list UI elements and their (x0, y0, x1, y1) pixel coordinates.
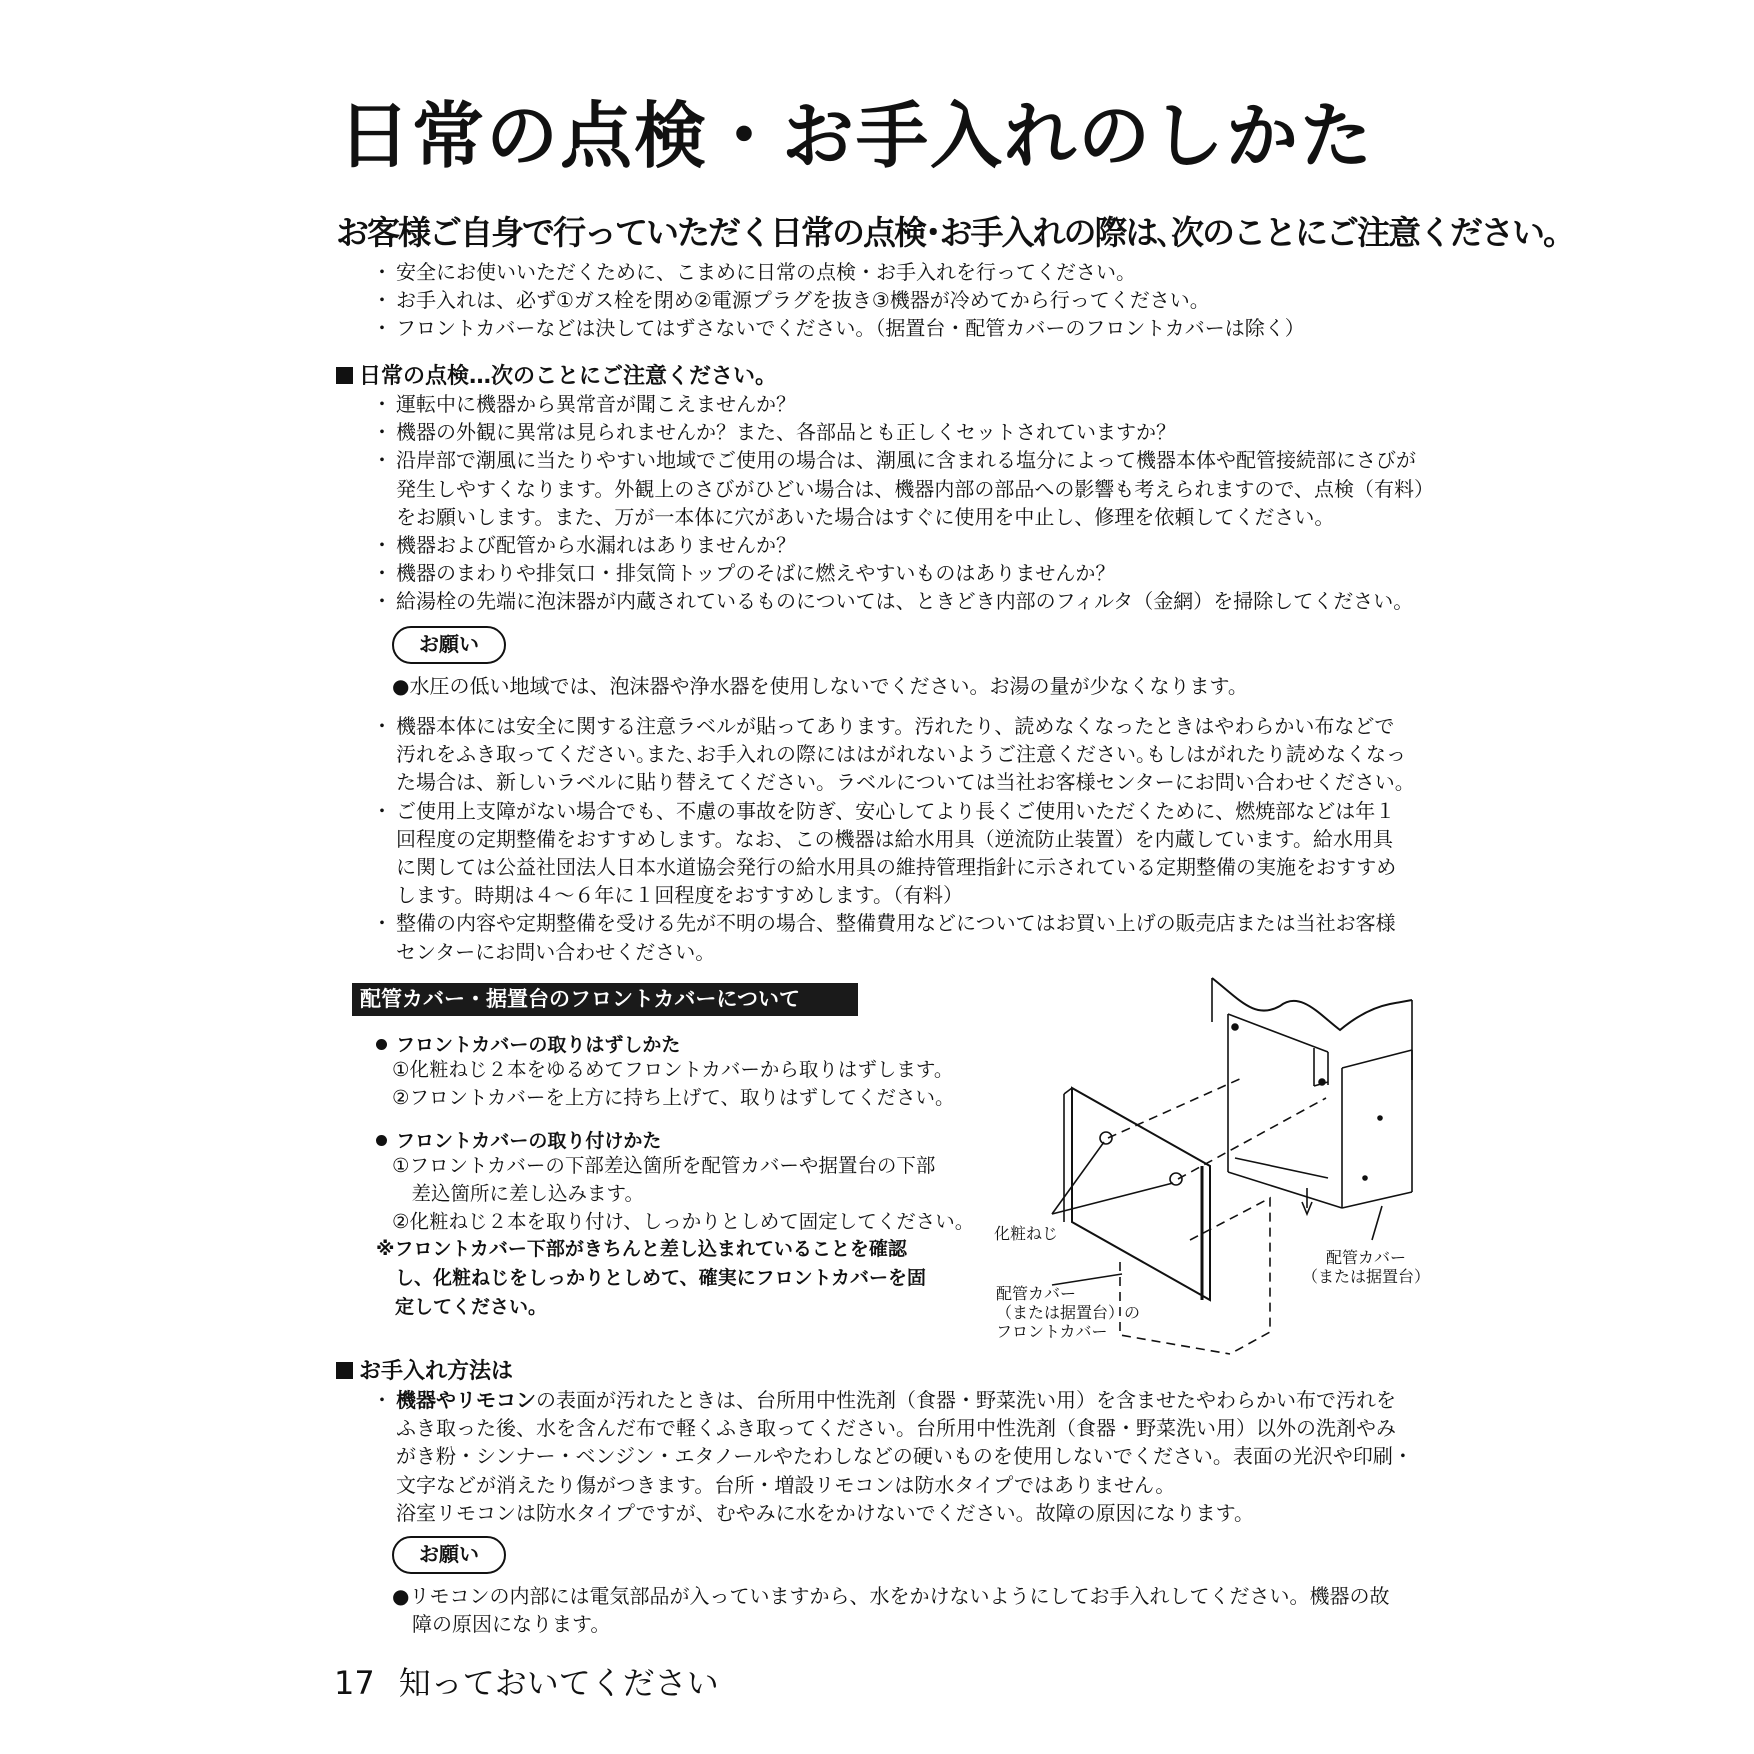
list-item-cont: 浴室リモコンは防水タイプですが、むやみに水をかけないでください。故障の原因になります。 (396, 1500, 1254, 1525)
list-item: ・ フロントカバーなどは決してはずさないでください。（据置台・配管カバーのフロントカバーは除く） (378, 314, 1305, 342)
list-item: ・ 機器本体には安全に関する注意ラベルが貼ってあります。汚れたり、読めなくなったときはやわらかい布などで (378, 712, 1415, 740)
care-heading: お手入れ方法は (336, 1354, 513, 1385)
list-item-cont: します。時期は４～６年に１回程度をおすすめします。（有料） (396, 883, 963, 908)
step: ②化粧ねじ２本を取り付け、しっかりとしめて固定してください。 (392, 1210, 975, 1233)
list-item: ・ ご使用上支障がない場合でも、不慮の事故を防ぎ、安心してより長くご使用いただくために、燃焼部などは年１ (378, 797, 1415, 825)
care-list (378, 1386, 1413, 1527)
list-item: ・ 安全にお使いいただくために、こまめに日常の点検・お手入れを行ってください。 (378, 258, 1305, 286)
inspection-list-2 (378, 712, 1415, 966)
list-item-cont: ふき取った後、水を含んだ布で軽くふき取ってください。台所用中性洗剤（食器・野菜洗い用）以外の洗剤やみ (396, 1416, 1396, 1441)
dot-bullet-icon (376, 1039, 387, 1050)
page-footer (334, 1658, 719, 1704)
front-cover-header: 配管カバー・据置台のフロントカバーについて (352, 983, 858, 1016)
list-item: ・ 運転中に機器から異常音が聞こえませんか？ (378, 390, 1434, 418)
attach-steps (392, 1152, 974, 1236)
list-item-cont: 汚れをふき取ってください｡また､お手入れの際にははがれないようご注意ください｡もしはがれたり読めなくなっ (396, 742, 1406, 767)
list-item-cont: た場合は、新しいラベルに貼り替えてください。ラベルについては当社お客様センターにお問い合わせください。 (396, 770, 1415, 795)
list-item-cont: をお願いします。また、万が一本体に穴があいた場合はすぐに使用を中止し、修理を依頼してください。 (396, 504, 1335, 529)
remove-steps (392, 1056, 955, 1112)
inspection-heading: 日常の点検…次のことにご注意ください。 (336, 359, 777, 390)
dot-bullet-icon (376, 1135, 387, 1146)
warning-note: ※フロントカバー下部がきちんと差し込まれていることを確認 し、化粧ねじをしっかりとしめて、確実にフロントカバーを固 定してください。 (376, 1238, 927, 1318)
list-item-cont: 回程度の定期整備をおすすめします。なお、この機器は給水用具（逆流防止装置）を内蔵しています。給水用具 (396, 826, 1393, 851)
pipe-cover-label: 配管カバー （または据置台） (1302, 1248, 1431, 1286)
lead-heading: お客様ご自身で行っていただく日常の点検･お手入れの際は､次のことにご注意ください｡ (336, 213, 1558, 252)
list-item: ・ 整備の内容や定期整備を受ける先が不明の場合、整備費用などについてはお買い上げの販売店または当社お客様 (378, 909, 1415, 937)
list-item-cont: がき粉・シンナー・ベンジン・エタノールやたわしなどの硬いものを使用しないでください。表面の光沢や印刷・ (396, 1444, 1413, 1469)
request-note: ●水圧の低い地域では、泡沫器や浄水器を使用しないでください。お湯の量が少なくなります。 (392, 674, 1248, 698)
remove-title: フロントカバーの取りはずしかた (376, 1030, 680, 1057)
list-item-cont: に関しては公益社団法人日本水道協会発行の給水用具の維持管理指針に示されている定期整備の実施をおすすめ (396, 855, 1397, 880)
list-item: ・ 機器のまわりや排気口・排気筒トップのそばに燃えやすいものはありませんか？ (378, 559, 1434, 587)
request-badge: お願い (392, 626, 506, 664)
step: ①化粧ねじ２本をゆるめてフロントカバーから取りはずします。 (392, 1058, 954, 1081)
page-title: 日常の点検・お手入れのしかた (338, 94, 1375, 178)
front-cover-label: 配管カバー （または据置台）の フロントカバー (996, 1284, 1141, 1341)
intro-bullets (378, 258, 1305, 343)
attach-title: フロントカバーの取り付けかた (376, 1126, 661, 1153)
care-request-note: ●リモコンの内部には電気部品が入っていますから、水をかけないようにしてお手入れしてください。機器の故 障の原因になります。 (392, 1584, 1390, 1636)
request-badge: お願い (392, 1536, 506, 1574)
step: ②フロントカバーを上方に持ち上げて、取りはずしてください。 (392, 1086, 955, 1109)
inspection-list (378, 390, 1434, 616)
section-name: 知っておいてください (398, 1664, 719, 1702)
list-item-cont: 文字などが消えたり傷がつきます。台所・増設リモコンは防水タイプではありません。 (396, 1472, 1176, 1497)
list-item: ・ 沿岸部で潮風に当たりやすい地域でご使用の場合は、潮風に含まれる塩分によって機器本体や配管接続部にさびが (378, 446, 1434, 474)
step: 差込箇所に差し込みます。 (392, 1182, 644, 1205)
square-bullet-icon (336, 1362, 353, 1379)
list-item-cont: センターにお問い合わせください。 (396, 939, 716, 964)
list-item: ・ 機器の外観に異常は見られませんか？また、各部品とも正しくセットされていますか？ (378, 418, 1434, 446)
list-item-cont: 発生しやすくなります。外観上のさびがひどい場合は、機器内部の部品への影響も考えられますので、点検（有料） (396, 476, 1434, 501)
square-bullet-icon (336, 367, 353, 384)
step: ①フロントカバーの下部差込箇所を配管カバーや据置台の下部 (392, 1154, 936, 1177)
screw-label: 化粧ねじ (994, 1224, 1059, 1243)
list-item: ・ 機器および配管から水漏れはありませんか？ (378, 531, 1434, 559)
list-item: ・ 給湯栓の先端に泡沫器が内蔵されているものについては、ときどき内部のフィルタ（金網）を掃除してください。 (378, 587, 1434, 615)
list-item: ・ 機器やリモコンの表面が汚れたときは、台所用中性洗剤（食器・野菜洗い用）を含ませたやわらかい布で汚れを (378, 1386, 1413, 1414)
page-number: 17 (334, 1664, 375, 1702)
list-item: ・ お手入れは、必ず①ガス栓を閉め②電源プラグを抜き③機器が冷めてから行ってください。 (378, 286, 1305, 314)
